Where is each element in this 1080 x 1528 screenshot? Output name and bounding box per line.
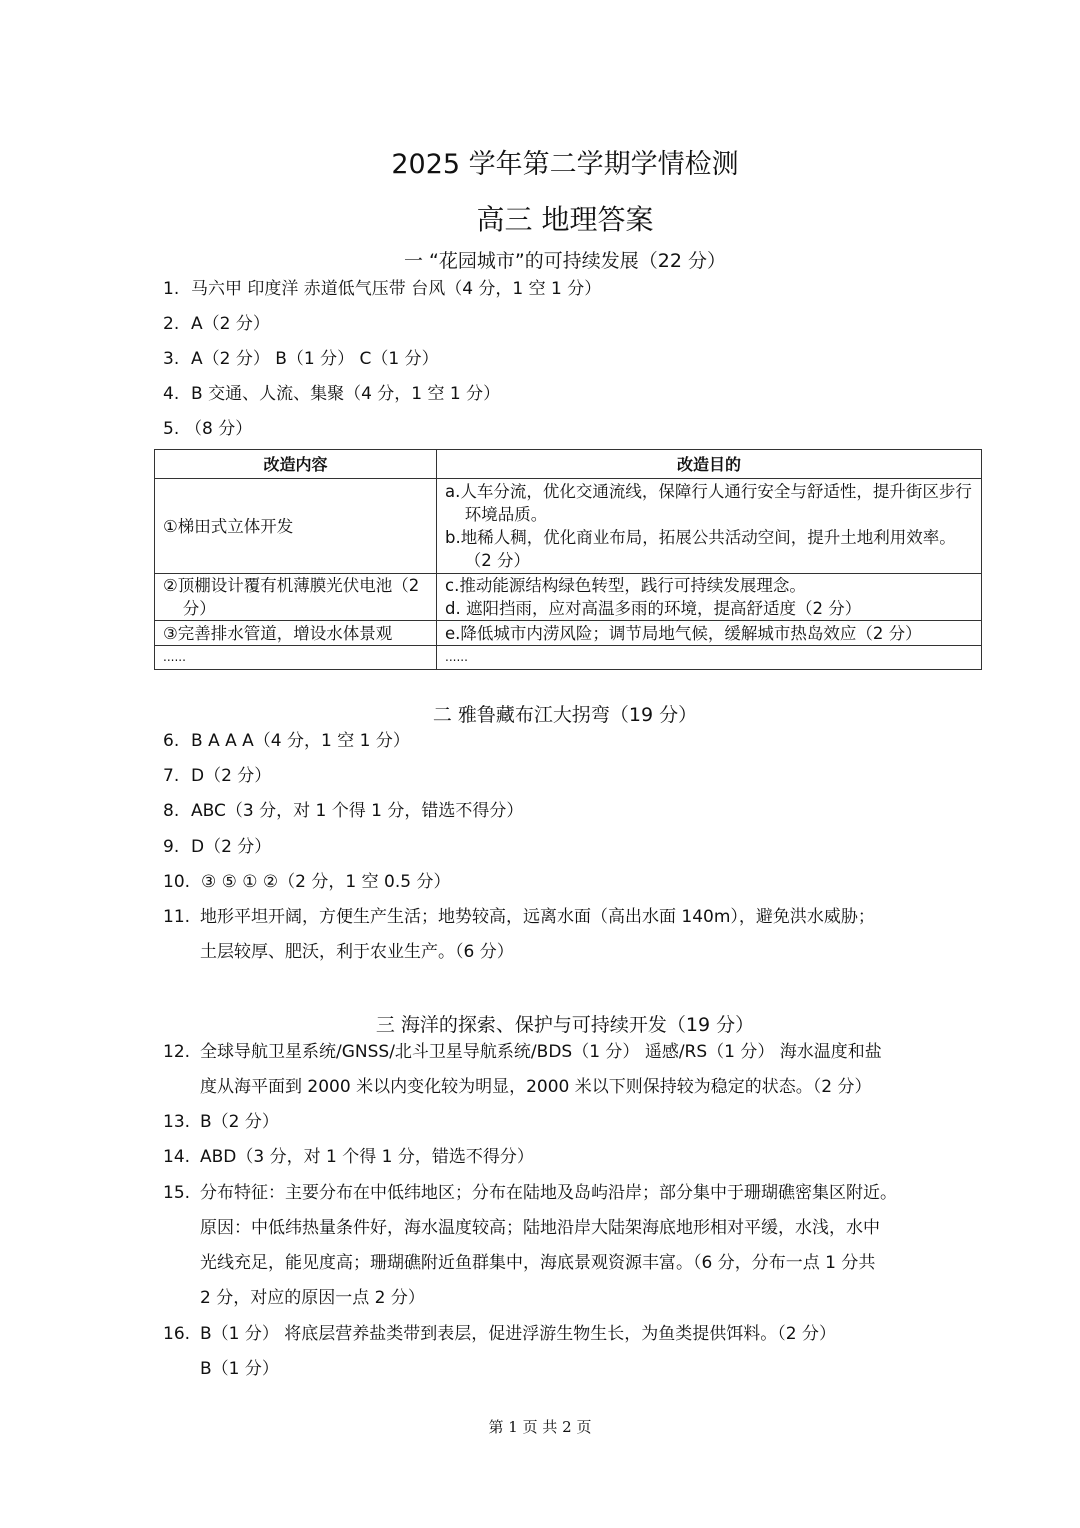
renovation-table [154, 449, 982, 670]
table-header-row [155, 450, 982, 479]
answer-text: ABD（3 分，对 1 个得 1 分，错选不得分） [200, 1147, 534, 1167]
table-cell-line: ②顶棚设计覆有机薄膜光伏电池（2 分） [163, 576, 420, 618]
table-row [155, 646, 982, 670]
table-cell [437, 479, 982, 574]
table-cell-line: d. 遮阳挡雨，应对高温多雨的环境，提高舒适度（2 分） [445, 599, 862, 618]
table-cell-line: a.人车分流，优化交通流线，保障行人通行安全与舒适性，提升街区步行环境品质。 [445, 482, 972, 524]
answer-number: 1. [163, 279, 180, 299]
answer-text: 地形平坦开阔，方便生产生活；地势较高，远离水面（高出水面 140m），避免洪水威胁； [200, 907, 875, 927]
answer-7 [163, 761, 271, 786]
page-number: 第 1 页 共 2 页 [488, 1418, 592, 1436]
table-cell [437, 574, 982, 621]
answer-text: A（2 分） [191, 314, 270, 334]
answer-number: 14. [163, 1147, 191, 1167]
answer-text: D（2 分） [191, 766, 272, 786]
answer-16 [163, 1319, 836, 1344]
table-header-purpose: 改造目的 [437, 450, 982, 479]
answer-number: 5. [163, 419, 180, 439]
answer-number: 8. [163, 801, 180, 821]
answer-4 [163, 379, 500, 404]
answer-14 [163, 1142, 534, 1167]
answer-5 [163, 414, 252, 439]
answer-number: 12. [163, 1042, 191, 1062]
answer-15-continued: 原因：中低纬热量条件好，海水温度较高；陆地沿岸大陆架海底地形相对平缓，水浅，水中 [200, 1218, 880, 1238]
table-row [155, 574, 982, 621]
table-cell [155, 574, 437, 621]
answer-13 [163, 1107, 279, 1132]
answer-15-continued: 2 分，对应的原因一点 2 分） [200, 1288, 425, 1308]
table-row [155, 479, 982, 574]
document-subtitle: 高三 地理答案 [476, 203, 654, 236]
answer-number: 15. [163, 1183, 191, 1203]
answer-number: 7. [163, 766, 180, 786]
answer-text: ABC（3 分，对 1 个得 1 分，错选不得分） [191, 801, 524, 821]
answer-text: ③ ⑤ ① ②（2 分，1 空 0.5 分） [201, 872, 451, 892]
answer-number: 10. [163, 872, 191, 892]
answer-text: A（2 分） B（1 分） C（1 分） [191, 349, 439, 369]
answer-number: 2. [163, 314, 180, 334]
answer-2 [163, 309, 270, 334]
answer-text: B（2 分） [200, 1112, 279, 1132]
table-cell-line: b.地稀人稠，优化商业布局，拓展公共活动空间，提升土地利用效率。（2 分） [445, 528, 956, 570]
section-1-heading: 一 “花园城市”的可持续发展（22 分） [404, 250, 726, 272]
table-cell: ③完善排水管道，增设水体景观 [155, 621, 437, 646]
table-cell: e.降低城市内涝风险；调节局地气候，缓解城市热岛效应（2 分） [437, 621, 982, 646]
answer-12-continued: 度从海平面到 2000 米以内变化较为明显，2000 米以下则保持较为稳定的状态。（2 分） [200, 1077, 872, 1097]
answer-text: 马六甲 印度洋 赤道低气压带 台风（4 分，1 空 1 分） [191, 279, 602, 299]
answer-11 [163, 902, 875, 927]
answer-number: 6. [163, 731, 180, 751]
answer-number: 16. [163, 1324, 191, 1344]
answer-3 [163, 344, 439, 369]
answer-number: 13. [163, 1112, 191, 1132]
answer-number: 11. [163, 907, 191, 927]
section-2-heading: 二 雅鲁藏布江大拐弯（19 分） [432, 704, 698, 726]
table-cell-line: c.推动能源结构绿色转型，践行可持续发展理念。 [445, 576, 806, 595]
answer-text: （8 分） [185, 419, 253, 439]
table-row [155, 621, 982, 646]
answer-11-continued: 土层较厚、肥沃，利于农业生产。（6 分） [200, 942, 514, 962]
table-cell: ...... [437, 646, 982, 670]
answer-number: 9. [163, 837, 180, 857]
answer-6 [163, 726, 410, 751]
table-cell: ①梯田式立体开发 [155, 479, 437, 574]
table-header-content: 改造内容 [155, 450, 437, 479]
answer-1 [163, 274, 601, 299]
document-title: 2025 学年第二学期学情检测 [391, 149, 739, 180]
answer-16-continued: B（1 分） [200, 1359, 279, 1379]
answer-text: 分布特征：主要分布在中低纬地区；分布在陆地及岛屿沿岸；部分集中于珊瑚礁密集区附近。 [200, 1183, 897, 1203]
answer-8 [163, 796, 523, 821]
answer-number: 3. [163, 349, 180, 369]
answer-number: 4. [163, 384, 180, 404]
answer-15 [163, 1178, 897, 1203]
answer-text: D（2 分） [191, 837, 272, 857]
table-cell: ...... [155, 646, 437, 670]
answer-12 [163, 1037, 882, 1062]
answer-10 [163, 867, 450, 892]
section-3-heading: 三 海洋的探索、保护与可持续开发（19 分） [375, 1014, 755, 1036]
answer-text: B（1 分） 将底层营养盐类带到表层，促进浮游生物生长，为鱼类提供饵料。（2 分） [200, 1324, 837, 1344]
answer-9 [163, 832, 271, 857]
answer-15-continued: 光线充足，能见度高；珊瑚礁附近鱼群集中，海底景观资源丰富。（6 分，分布一点 1 分共 [200, 1253, 876, 1273]
answer-text: B 交通、人流、集聚（4 分，1 空 1 分） [191, 384, 501, 404]
answer-text: 全球导航卫星系统/GNSS/北斗卫星导航系统/BDS（1 分） 遥感/RS（1 分） 海水温度和盐 [200, 1042, 882, 1062]
answer-text: B A A A（4 分，1 空 1 分） [191, 731, 410, 751]
